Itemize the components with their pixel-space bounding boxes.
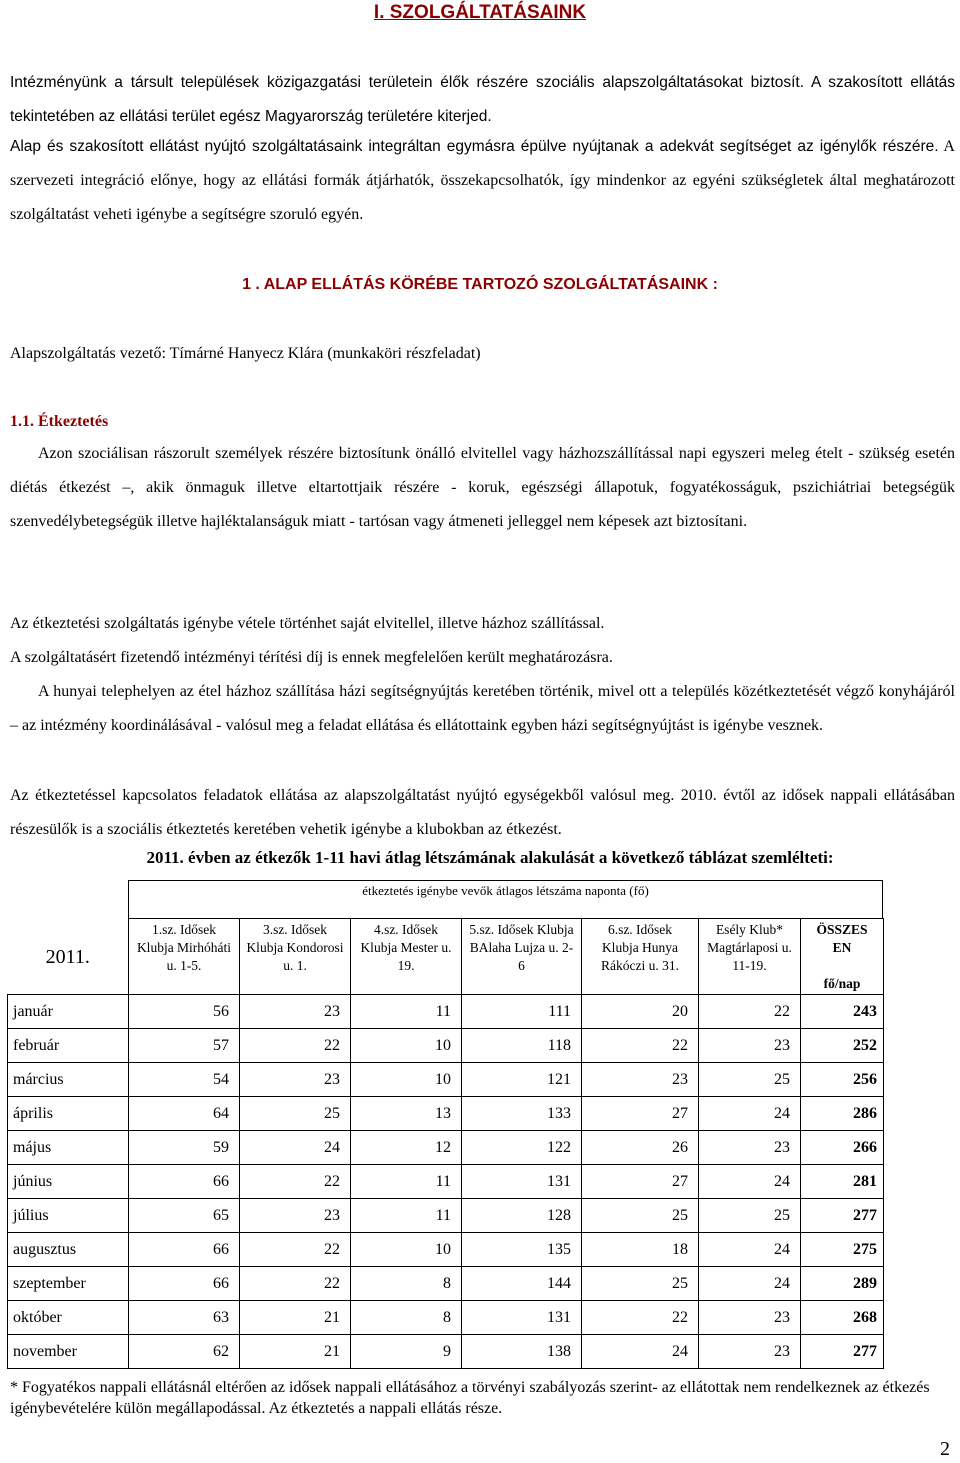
total-cell: 256 [801, 1063, 884, 1097]
value-cell: 11 [351, 1199, 462, 1233]
total-cell: 281 [801, 1165, 884, 1199]
table-footnote: * Fogyatékos nappali ellátásnál eltérően az idősek nappali ellátásához a törvényi szabályozás szerint- az ellátottak nem rendelkeznek az étkezés igénybevételére külön megállapodással. Az étkeztetés a nappali ellátás része. [10, 1379, 930, 1417]
value-cell: 22 [582, 1029, 699, 1063]
value-cell: 23 [240, 1063, 351, 1097]
month-cell: augusztus [8, 1233, 129, 1267]
value-cell: 21 [240, 1335, 351, 1369]
value-cell: 121 [462, 1063, 582, 1097]
value-cell: 128 [462, 1199, 582, 1233]
table-row [8, 1267, 884, 1301]
value-cell: 62 [129, 1335, 240, 1369]
year-label: 2011. [8, 919, 129, 995]
section-heading: 1 . ALAP ELLÁTÁS KÖRÉBE TARTOZÓ SZOLGÁLTATÁSAINK : [242, 276, 718, 293]
value-cell: 63 [129, 1301, 240, 1335]
value-cell: 25 [699, 1199, 801, 1233]
value-cell: 22 [699, 995, 801, 1029]
value-cell: 56 [129, 995, 240, 1029]
value-cell: 59 [129, 1131, 240, 1165]
month-cell: november [8, 1335, 129, 1369]
total-header-line1: ÖSSZES EN [816, 922, 868, 955]
value-cell: 23 [699, 1335, 801, 1369]
value-cell: 66 [129, 1165, 240, 1199]
month-cell: február [8, 1029, 129, 1063]
value-cell: 64 [129, 1097, 240, 1131]
value-cell: 24 [582, 1335, 699, 1369]
month-cell: szeptember [8, 1267, 129, 1301]
value-cell: 57 [129, 1029, 240, 1063]
column-header: 3.sz. Idősek Klubja Kondorosi u. 1. [240, 919, 351, 995]
total-cell: 286 [801, 1097, 884, 1131]
value-cell: 22 [240, 1165, 351, 1199]
value-cell: 10 [351, 1029, 462, 1063]
value-cell: 22 [582, 1301, 699, 1335]
value-cell: 131 [462, 1301, 582, 1335]
month-cell: április [8, 1097, 129, 1131]
value-cell: 24 [699, 1267, 801, 1301]
value-cell: 11 [351, 995, 462, 1029]
value-cell: 23 [240, 1199, 351, 1233]
value-cell: 12 [351, 1131, 462, 1165]
value-cell: 18 [582, 1233, 699, 1267]
subsection-heading: 1.1. Étkeztetés [10, 413, 109, 430]
column-header: 1.sz. Idősek Klubja Mirhóháti u. 1-5. [129, 919, 240, 995]
column-header: 6.sz. Idősek Klubja Hunya Rákóczi u. 31. [582, 919, 699, 995]
value-cell: 66 [129, 1267, 240, 1301]
page-title: I. SZOLGÁLTATÁSAINK [373, 2, 587, 23]
catering-paragraph-1: Azon szociálisan rászorult személyek részére biztosítunk önálló elvitellel vagy házhozszállítással napi egyszeri meleg ételt - szükség esetén diétás étkezést –, akik önmaguk illetve eltartottjaik részére - koruk, egészségi állapotuk, fogyatékosságuk, pszichiátriai betegségük szenvedélybetegségük illetve hajléktalanságuk miatt - tartósan vagy átmeneti jelleggel nem képesek azt biztosítani. [10, 445, 955, 530]
total-cell: 268 [801, 1301, 884, 1335]
value-cell: 23 [699, 1131, 801, 1165]
value-cell: 118 [462, 1029, 582, 1063]
value-cell: 25 [240, 1097, 351, 1131]
value-cell: 10 [351, 1233, 462, 1267]
table-row [8, 1097, 884, 1131]
total-cell: 275 [801, 1233, 884, 1267]
value-cell: 25 [582, 1267, 699, 1301]
table-row [8, 1131, 884, 1165]
value-cell: 8 [351, 1301, 462, 1335]
total-cell: 277 [801, 1199, 884, 1233]
column-header: 4.sz. Idősek Klubja Mester u. 19. [351, 919, 462, 995]
total-cell: 243 [801, 995, 884, 1029]
value-cell: 122 [462, 1131, 582, 1165]
intro-paragraph-2 [10, 130, 955, 232]
table-row [8, 1199, 884, 1233]
value-cell: 23 [699, 1029, 801, 1063]
value-cell: 26 [582, 1131, 699, 1165]
value-cell: 27 [582, 1097, 699, 1131]
column-header: 5.sz. Idősek Klubja BAlaha Lujza u. 2-6 [462, 919, 582, 995]
value-cell: 23 [699, 1301, 801, 1335]
value-cell: 23 [240, 995, 351, 1029]
table-row [8, 1029, 884, 1063]
table-row [8, 1233, 884, 1267]
table-row [8, 1063, 884, 1097]
value-cell: 8 [351, 1267, 462, 1301]
catering-paragraph-2: Az étkeztetési szolgáltatás igénybe vétele történhet saját elvitellel, illetve házhoz szállítással. [10, 615, 605, 632]
total-cell: 266 [801, 1131, 884, 1165]
table-row [8, 995, 884, 1029]
total-header-line2: fő/nap [823, 976, 861, 991]
value-cell: 135 [462, 1233, 582, 1267]
service-leader: Alapszolgáltatás vezető: Tímárné Hanyecz Klára (munkaköri részfeladat) [10, 345, 481, 362]
value-cell: 10 [351, 1063, 462, 1097]
month-cell: június [8, 1165, 129, 1199]
value-cell: 13 [351, 1097, 462, 1131]
value-cell: 25 [699, 1063, 801, 1097]
value-cell: 24 [699, 1097, 801, 1131]
month-cell: október [8, 1301, 129, 1335]
value-cell: 24 [699, 1165, 801, 1199]
value-cell: 111 [462, 995, 582, 1029]
total-cell: 252 [801, 1029, 884, 1063]
value-cell: 25 [582, 1199, 699, 1233]
catering-paragraph-5: Az étkeztetéssel kapcsolatos feladatok ellátása az alapszolgáltatást nyújtó egységekből valósul meg. 2010. évtől az idősek nappali ellátásában részesülők is a szociális étkeztetés keretében vehetik igénybe a klubokban az étkezést. [10, 787, 955, 838]
table-group-header: étkeztetés igénybe vevők átlagos létszáma naponta (fő) [362, 883, 649, 898]
column-header: Esély Klub* Magtárlaposi u. 11-19. [699, 919, 801, 995]
catering-table [7, 918, 884, 1369]
value-cell: 22 [240, 1233, 351, 1267]
value-cell: 22 [240, 1029, 351, 1063]
value-cell: 27 [582, 1165, 699, 1199]
value-cell: 133 [462, 1097, 582, 1131]
total-column-header [801, 919, 884, 995]
value-cell: 11 [351, 1165, 462, 1199]
value-cell: 23 [582, 1063, 699, 1097]
catering-paragraph-4: A hunyai telephelyen az étel házhoz szállítása házi segítségnyújtás keretében történik, mivel ott a település közétkeztetését végző konyhájáról – az intézmény koordinálásával - valósul meg a feladat ellátása és ellátottaink egyben házi segítségnyújtást is igénybe vesznek. [10, 683, 955, 734]
catering-paragraph-3: A szolgáltatásért fizetendő intézményi térítési díj is ennek megfelelően került meghatározásra. [10, 649, 613, 666]
month-cell: január [8, 995, 129, 1029]
value-cell: 20 [582, 995, 699, 1029]
table-row [8, 1335, 884, 1369]
intro-paragraph-1: Intézményünk a társult települések közigazgatási területein élők részére szociális alapszolgáltatásokat biztosít. A szakosított ellátás tekintetében az ellátási terület egész Magyarország területére kiterjed. [10, 74, 955, 125]
value-cell: 24 [699, 1233, 801, 1267]
value-cell: 22 [240, 1267, 351, 1301]
value-cell: 54 [129, 1063, 240, 1097]
page-number: 2 [940, 1438, 950, 1460]
value-cell: 65 [129, 1199, 240, 1233]
value-cell: 131 [462, 1165, 582, 1199]
table-row [8, 1165, 884, 1199]
table-row [8, 1301, 884, 1335]
month-cell: május [8, 1131, 129, 1165]
total-cell: 289 [801, 1267, 884, 1301]
value-cell: 66 [129, 1233, 240, 1267]
intro-paragraph-2-lead: Alap és szakosított ellátást nyújtó szolgáltatásaink integráltan egymásra épülve nyújtanak a adekvát segítséget az igénylők részére. [10, 138, 939, 155]
table-header-row [8, 919, 884, 995]
table-caption: 2011. évben az étkezők 1-11 havi átlag létszámának alakulását a következő táblázat szemlélteti: [146, 848, 834, 867]
value-cell: 138 [462, 1335, 582, 1369]
value-cell: 21 [240, 1301, 351, 1335]
month-cell: március [8, 1063, 129, 1097]
total-cell: 277 [801, 1335, 884, 1369]
value-cell: 24 [240, 1131, 351, 1165]
intro-paragraph-2-rest: A szervezeti integráció előnye, hogy az ellátási formák átjárhatók, összekapcsolhatók, így mindenkor az egyéni szükségletek által meghatározott szolgáltatást veheti igénybe a segítségre szoruló egyén. [10, 138, 955, 223]
value-cell: 9 [351, 1335, 462, 1369]
month-cell: július [8, 1199, 129, 1233]
value-cell: 144 [462, 1267, 582, 1301]
